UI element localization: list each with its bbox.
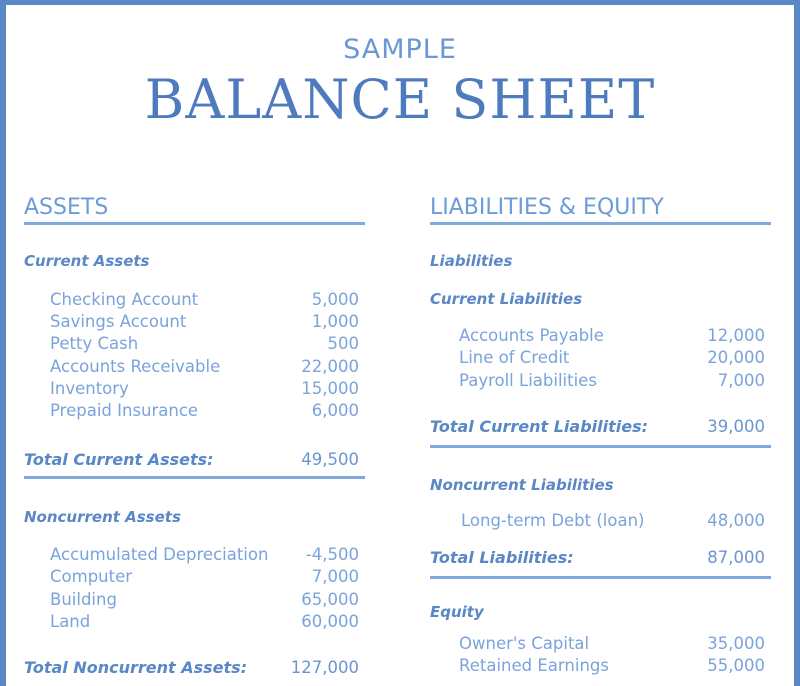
- asset-value: 500: [327, 334, 359, 353]
- section-divider: [430, 445, 771, 448]
- noncurrent-liabilities-heading: Noncurrent Liabilities: [430, 476, 614, 494]
- total-current-liabilities-value: 39,000: [707, 417, 765, 436]
- total-current-assets-row: [24, 450, 359, 469]
- liabilities-column: [430, 194, 771, 686]
- asset-label: Petty Cash: [50, 334, 139, 353]
- equity-row: [459, 634, 765, 653]
- total-noncurrent-assets-row: [24, 658, 359, 677]
- total-liabilities-row: [430, 548, 765, 567]
- assets-title: ASSETS: [24, 195, 109, 220]
- section-divider: [430, 576, 771, 579]
- asset-label: Prepaid Insurance: [50, 401, 199, 420]
- asset-row: [50, 612, 359, 631]
- total-current-liabilities-label: Total Current Liabilities:: [430, 417, 649, 436]
- liability-value: 7,000: [717, 371, 765, 390]
- liabilities-heading: Liabilities: [430, 252, 513, 270]
- asset-label: Accumulated Depreciation: [50, 545, 269, 564]
- sample-label: SAMPLE: [343, 34, 457, 65]
- asset-row: [50, 545, 359, 564]
- total-current-assets-value: 49,500: [301, 450, 359, 469]
- liability-row: [461, 511, 765, 530]
- equity-label: Retained Earnings: [459, 656, 609, 675]
- asset-row: [50, 401, 359, 420]
- asset-label: Savings Account: [50, 312, 187, 331]
- liabilities-title: LIABILITIES & EQUITY: [430, 195, 664, 220]
- asset-value: 15,000: [301, 379, 359, 398]
- equity-heading: Equity: [430, 603, 484, 621]
- liability-label: Accounts Payable: [459, 326, 604, 345]
- asset-value: -4,500: [305, 545, 359, 564]
- total-liabilities-label: Total Liabilities:: [430, 548, 574, 567]
- asset-label: Land: [50, 612, 91, 631]
- liability-value: 20,000: [707, 348, 765, 367]
- total-noncurrent-assets-value: 127,000: [290, 658, 359, 677]
- asset-label: Building: [50, 590, 117, 609]
- equity-label: Owner's Capital: [459, 634, 590, 653]
- asset-label: Accounts Receivable: [50, 357, 221, 376]
- liability-label: Payroll Liabilities: [459, 371, 597, 390]
- total-current-liabilities-row: [430, 417, 765, 436]
- liabilities-title-rule: [430, 222, 771, 225]
- current-liabilities-heading: Current Liabilities: [430, 290, 583, 308]
- liability-row: [459, 371, 765, 390]
- section-divider: [24, 476, 365, 479]
- asset-value: 6,000: [311, 401, 359, 420]
- asset-value: 7,000: [311, 567, 359, 586]
- assets-column: [24, 194, 365, 686]
- current-assets-heading: Current Assets: [24, 252, 150, 270]
- asset-row: [50, 290, 359, 309]
- total-noncurrent-assets-label: Total Noncurrent Assets:: [24, 658, 248, 677]
- liability-row: [459, 326, 765, 345]
- total-current-assets-label: Total Current Assets:: [24, 450, 214, 469]
- asset-value: 60,000: [301, 612, 359, 631]
- liability-value: 48,000: [707, 511, 765, 530]
- page-title: BALANCE SHEET: [144, 68, 656, 131]
- liability-label: Line of Credit: [459, 348, 570, 367]
- asset-row: [50, 567, 359, 586]
- asset-label: Inventory: [50, 379, 129, 398]
- asset-label: Computer: [50, 567, 133, 586]
- asset-row: [50, 590, 359, 609]
- noncurrent-assets-heading: Noncurrent Assets: [24, 508, 181, 526]
- asset-row: [50, 379, 359, 398]
- asset-value: 1,000: [311, 312, 359, 331]
- assets-title-rule: [24, 222, 365, 225]
- asset-value: 65,000: [301, 590, 359, 609]
- total-liabilities-value: 87,000: [707, 548, 765, 567]
- asset-row: [50, 334, 359, 353]
- asset-label: Checking Account: [50, 290, 199, 309]
- equity-value: 55,000: [707, 656, 765, 675]
- asset-row: [50, 357, 359, 376]
- asset-row: [50, 312, 359, 331]
- liability-value: 12,000: [707, 326, 765, 345]
- equity-row: [459, 656, 765, 675]
- asset-value: 5,000: [311, 290, 359, 309]
- liability-row: [459, 348, 765, 367]
- asset-value: 22,000: [301, 357, 359, 376]
- liability-label: Long-term Debt (loan): [461, 511, 645, 530]
- equity-value: 35,000: [707, 634, 765, 653]
